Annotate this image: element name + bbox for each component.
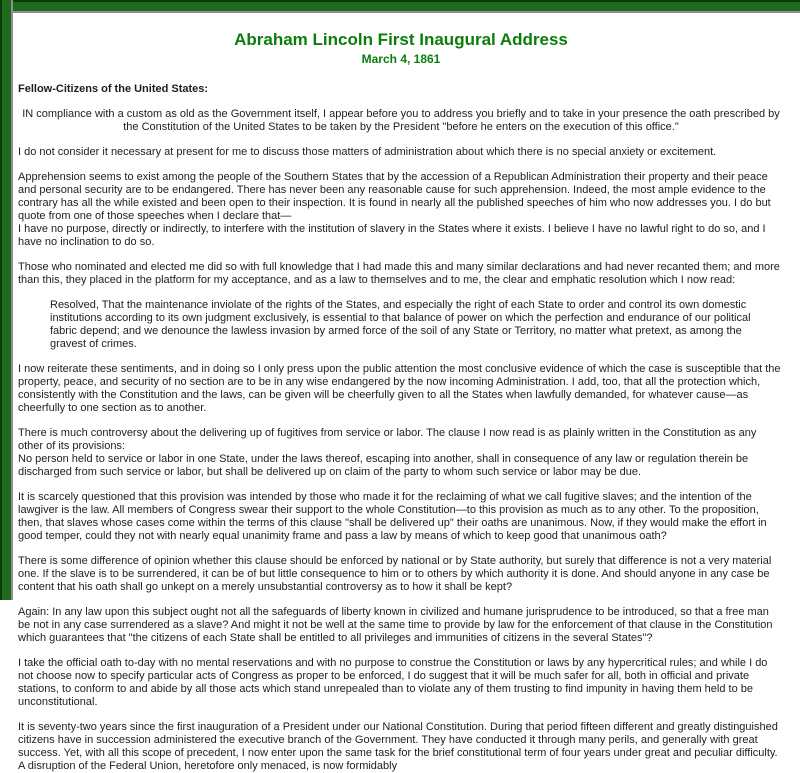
paragraph-scarcely-questioned: It is scarcely questioned that this provision was intended by those who made it for the reclaiming of what we call fugitive slaves; and the intention of the lawgiver is the law. All members of Congress swear their support to the whole Constitution—to this provision as much as to any other. To the proposition, then, that slaves whose cases come within the terms of this clause "shall be delivered up" their oaths are unanimous. Now, if they would make the effort in good temper, could they not with nearly equal unanimity frame and pass a law by means of which to keep good that unanimous oath? (18, 491, 767, 542)
paragraph-not-necessary: I do not consider it necessary at present for me to discuss those matters of administration about which there is no special anxiety or excitement. (18, 146, 717, 158)
paragraph-official-oath: I take the official oath to-day with no mental reservations and with no purpose to construe the Constitution or laws by any hypercritical rules; and while I do not choose now to specify particular acts of Congress as proper to be enforced, I do suggest that it will be much safer for all, both in official and private stations, to conform to and abide by all those acts which stand unrepealed than to violate any of them trusting to find impunity in having them held to be unconstitutional. (18, 657, 768, 708)
paragraph-compliance: IN compliance with a custom as old as the Government itself, I appear before you to address you briefly and to take in your presence the oath prescribed by the Constitution of the United States to be taken by the President "before he enters on the execution of this office." (22, 108, 780, 133)
paragraph-no-person-held: No person held to service or labor in one State, under the laws thereof, escaping into another, shall in consequence of any law or regulation therein be discharged from such service or labor, but shall be delivered up on claim of the party to whom such service or labor may be due. (18, 453, 749, 478)
resolution-blockquote: Resolved, That the maintenance inviolate of the rights of the States, and especially the right of each State to order and control its own domestic institutions according to its own judgment exclusively, is essential to that balance of power on which the perfection and endurance of our political fabric depend; and we denounce the lawless invasion by armed force of the soil of any State or Territory, no matter what pretext, as among the gravest of crimes. (50, 299, 751, 350)
paragraph-no-purpose: I have no purpose, directly or indirectly, to interfere with the institution of slavery in the States where it exists. I believe I have no lawful right to do so, and I have no inclination to do so. (18, 223, 766, 248)
paragraph-seventy-two-years: It is seventy-two years since the first inauguration of a President under our National Constitution. During that period fifteen different and greatly distinguished citizens have in succession administered the executive branch of the Government. They have conducted it through many perils, and generally with great success. Yet, with all this scope of precedent, I now enter upon the same task for the brief constitutional term of four years under great and peculiar difficulty. A disruption of the Federal Union, heretofore only menaced, is now formidably (18, 721, 778, 772)
document-content (13, 13, 800, 772)
page-title: Abraham Lincoln First Inaugural Address (234, 30, 568, 49)
paragraph-difference-of-opinion: There is some difference of opinion whether this clause should be enforced by national or by State authority, but surely that difference is not a very material one. If the slave is to be surrendered, it can be of but little consequence to him or to others by which authority it is done. And should anyone in any case be content that his oath shall go unkept on a merely unsubstantial controversy as to how it shall be kept? (18, 555, 772, 593)
page-border-left (0, 0, 13, 600)
paragraph-nominated: Those who nominated and elected me did so with full knowledge that I had made this and many similar declarations and had never recanted them; and more than this, they placed in the platform for my acceptance, and as a law to themselves and to me, the clear and emphatic resolution which I now read: (18, 261, 780, 286)
paragraph-apprehension: Apprehension seems to exist among the people of the Southern States that by the accession of a Republican Administration their property and their peace and personal security are to be endangered. There has never been any reasonable cause for such apprehension. Indeed, the most ample evidence to the contrary has all the while existed and been open to their inspection. It is found in nearly all the published speeches of him who now addresses you. I do but quote from one of those speeches when I declare that— (18, 171, 771, 222)
salutation: Fellow-Citizens of the United States: (18, 83, 209, 95)
paragraph-controversy: There is much controversy about the delivering up of fugitives from service or labor. The clause I now read is as plainly written in the Constitution as any other of its provisions: (18, 427, 757, 452)
page-border-top (0, 0, 800, 13)
paragraph-again-safeguards: Again: In any law upon this subject ought not all the safeguards of liberty known in civilized and humane jurisprudence to be introduced, so that a free man be not in any case surrendered as a slave? And might it not be well at the same time to provide by law for the enforcement of that clause in the Constitution which guarantees that "the citizens of each State shall be entitled to all privileges and immunities of citizens in the several States"? (18, 606, 773, 644)
paragraph-reiterate: I now reiterate these sentiments, and in doing so I only press upon the public attention the most conclusive evidence of which the case is susceptible that the property, peace, and security of no section are to be in any wise endangered by the now incoming Administration. I add, too, that all the protection which, consistently with the Constitution and the laws, can be given will be cheerfully given to all the States when lawfully demanded, for whatever cause—as cheerfully to one section as to another. (18, 363, 781, 414)
page-subtitle-date: March 4, 1861 (361, 52, 441, 66)
